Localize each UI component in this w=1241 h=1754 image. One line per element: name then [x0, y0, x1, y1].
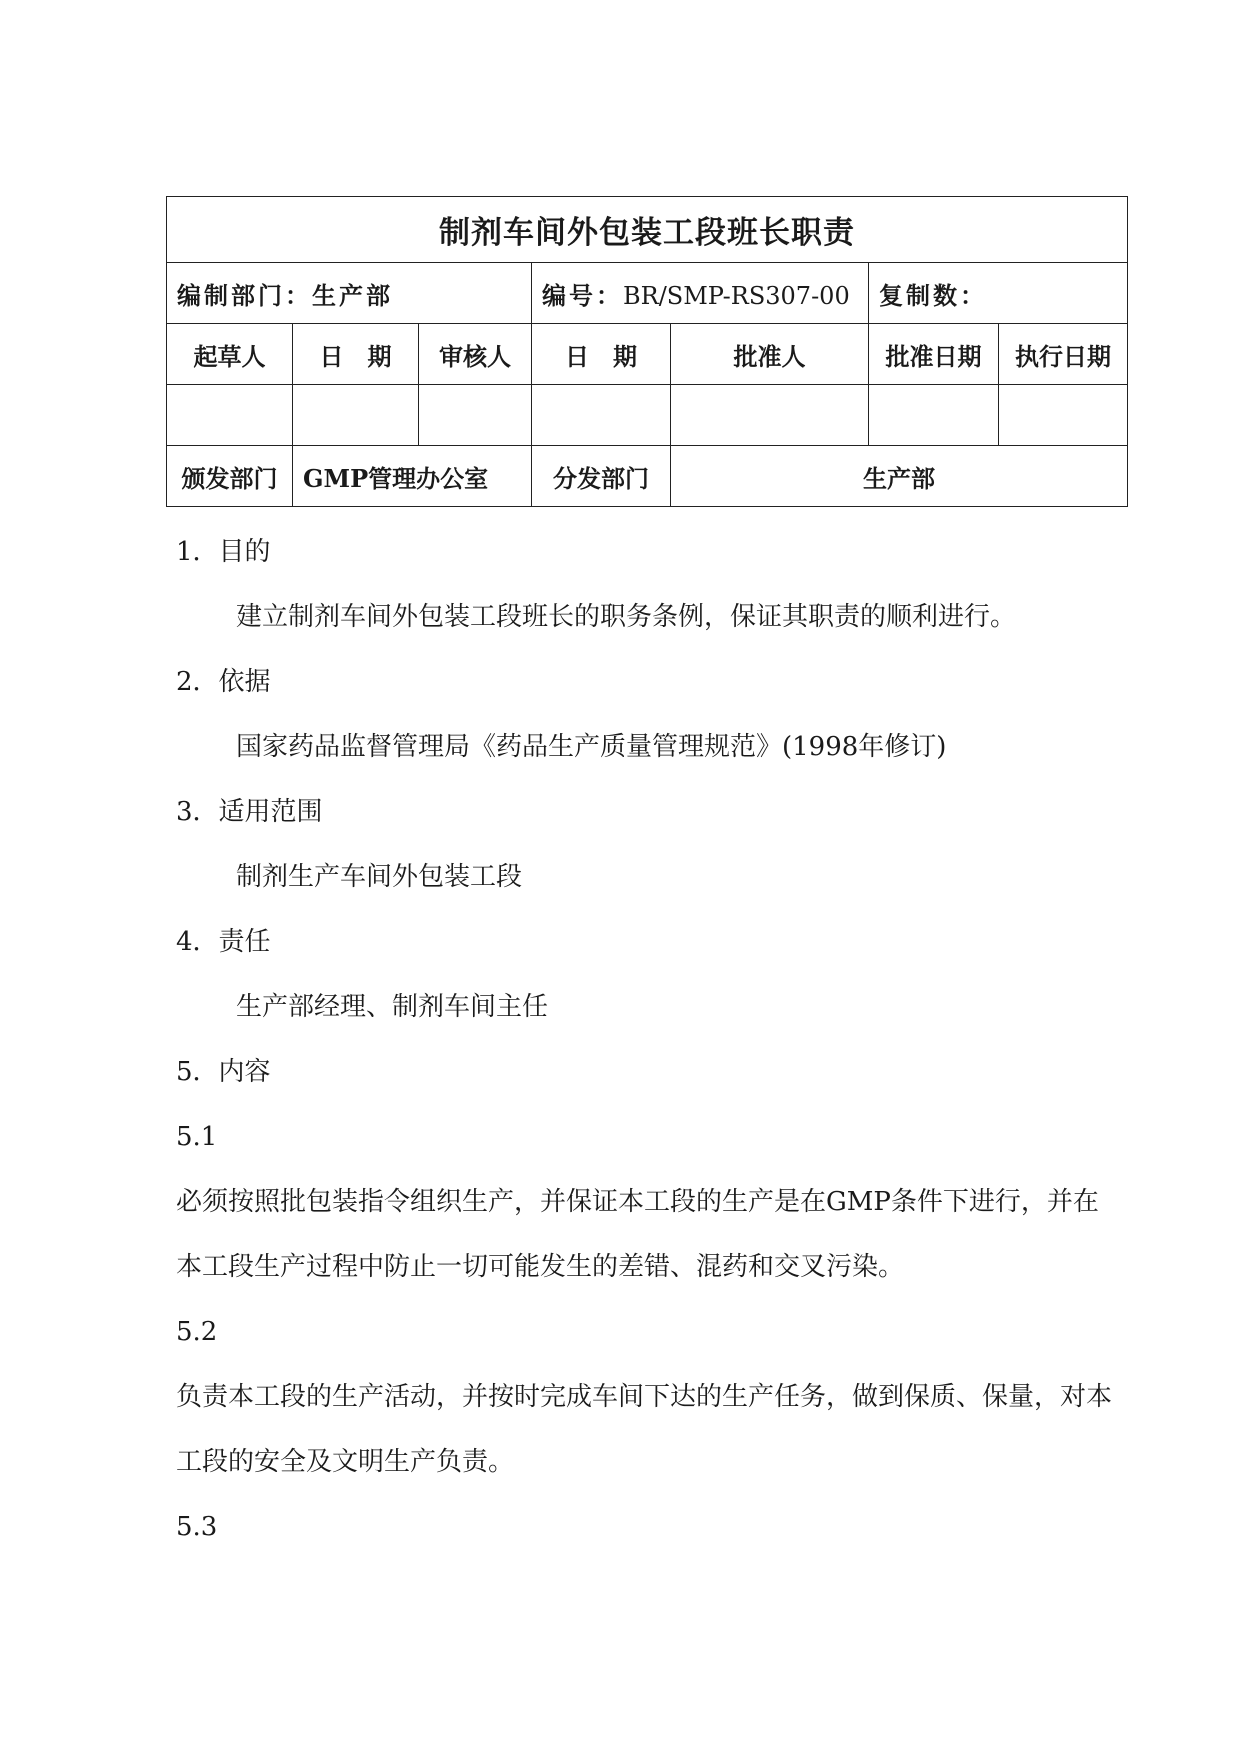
section-heading-scope: 3．适用范围 — [176, 797, 323, 827]
section-heading-purpose: 1．目的 — [176, 537, 271, 567]
signature-cell — [532, 385, 671, 446]
column-header-effective-date: 执行日期 — [999, 324, 1128, 385]
clause-text: 负责本工段的生产活动，并按时完成车间下达的生产任务，做到保质、保量，对本工段的安全及文明生产负责。 — [176, 1382, 1113, 1477]
signature-cell — [869, 385, 999, 446]
clause-text: 必须按照批包装指令组织生产，并保证本工段的生产是在GMP条件下进行，并在本工段生产过程中防止一切可能发生的差错、混药和交叉污染。 — [176, 1187, 1099, 1282]
clause-number: 5.3 — [176, 1512, 218, 1542]
copies-label: 复制数： — [879, 280, 987, 310]
column-header-approver: 批准人 — [671, 324, 869, 385]
section-text-scope: 制剂生产车间外包装工段 — [236, 862, 523, 892]
signature-cell — [671, 385, 869, 446]
issue-dept-value: GMP管理办公室 — [293, 446, 532, 507]
section-heading-content: 5．内容 — [176, 1057, 271, 1087]
code-label: 编号： — [542, 280, 623, 310]
column-header-reviewer: 审核人 — [419, 324, 532, 385]
code-value: BR/SMP-RS307-00 — [623, 281, 850, 310]
signature-cell — [167, 385, 293, 446]
section-heading-responsibility: 4．责任 — [176, 927, 271, 957]
department-value: 生产部 — [312, 280, 393, 310]
code-cell — [532, 263, 869, 324]
column-header-drafter: 起草人 — [167, 324, 293, 385]
signature-cell — [293, 385, 419, 446]
clause-number: 5.1 — [176, 1122, 218, 1152]
document-title: 制剂车间外包装工段班长职责 — [167, 197, 1128, 263]
department-cell — [167, 263, 532, 324]
copies-cell — [869, 263, 1128, 324]
column-header-date: 日 期 — [293, 324, 419, 385]
distribute-dept-label: 分发部门 — [532, 446, 671, 507]
department-label: 编制部门： — [177, 280, 312, 310]
document-header-table — [166, 196, 1128, 507]
column-header-approval-date: 批准日期 — [869, 324, 999, 385]
document-body — [176, 520, 1116, 1560]
section-heading-basis: 2．依据 — [176, 667, 271, 697]
signature-cell — [999, 385, 1128, 446]
distribute-dept-value: 生产部 — [671, 446, 1128, 507]
section-text-responsibility: 生产部经理、制剂车间主任 — [236, 992, 549, 1022]
issue-dept-label: 颁发部门 — [167, 446, 293, 507]
section-text-basis: 国家药品监督管理局《药品生产质量管理规范》(1998年修订) — [236, 732, 947, 762]
signature-cell — [419, 385, 532, 446]
column-header-date: 日 期 — [532, 324, 671, 385]
clause-number: 5.2 — [176, 1317, 218, 1347]
section-text-purpose: 建立制剂车间外包装工段班长的职务条例，保证其职责的顺利进行。 — [236, 602, 1017, 632]
